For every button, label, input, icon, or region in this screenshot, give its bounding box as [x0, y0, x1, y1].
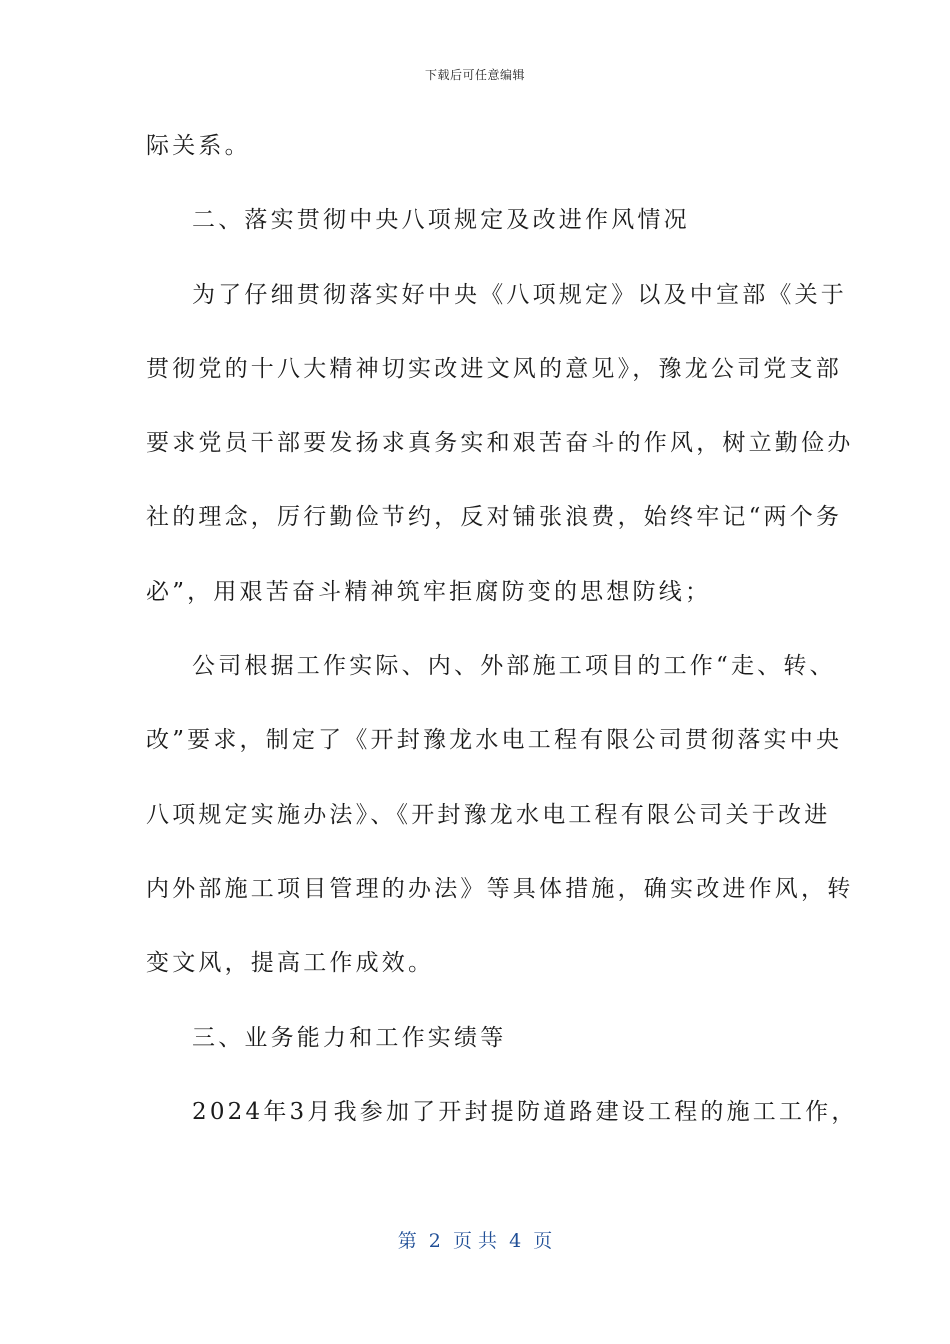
paragraph-line: 变文风，提高工作成效。: [146, 950, 435, 977]
section-heading: 三、业务能力和工作实绩等: [192, 1024, 507, 1051]
paragraph-line: 公司根据工作实际、内、外部施工项目的工作“走、转、: [192, 653, 836, 680]
page-number-footer: 第 2 页 共 4 页: [397, 1230, 553, 1252]
paragraph-line: 要求党员干部要发扬求真务实和艰苦奋斗的作风，树立勤俭办: [146, 430, 854, 457]
paragraph-line: 际关系。: [146, 133, 251, 159]
paragraph-line: 2024年3月我参加了开封提防道路建设工程的施工工作，: [192, 1098, 858, 1125]
paragraph-line: 八项规定实施办法》、《开封豫龙水电工程有限公司关于改进: [146, 801, 831, 828]
page-header-note: 下载后可任意编辑: [424, 68, 525, 82]
paragraph-line: 贯彻党的十八大精神切实改进文风的意见》，豫龙公司党支部: [146, 355, 842, 382]
document-body: [146, 124, 858, 1164]
paragraph-line: 必”，用艰苦奋斗精神筑牢拒腐防变的思想防线；: [146, 578, 712, 605]
section-heading: 二、落实贯彻中央八项规定及改进作风情况: [192, 207, 690, 234]
paragraph-line: 内外部施工项目管理的办法》等具体措施，确实改进作风，转: [146, 875, 854, 902]
paragraph-line: 社的理念，厉行勤俭节约，反对铺张浪费，始终牢记“两个务: [146, 504, 843, 531]
paragraph-line: 为了仔细贯彻落实好中央《八项规定》以及中宣部《关于: [192, 281, 847, 308]
paragraph-line: 改”要求，制定了《开封豫龙水电工程有限公司贯彻落实中央: [146, 727, 843, 754]
